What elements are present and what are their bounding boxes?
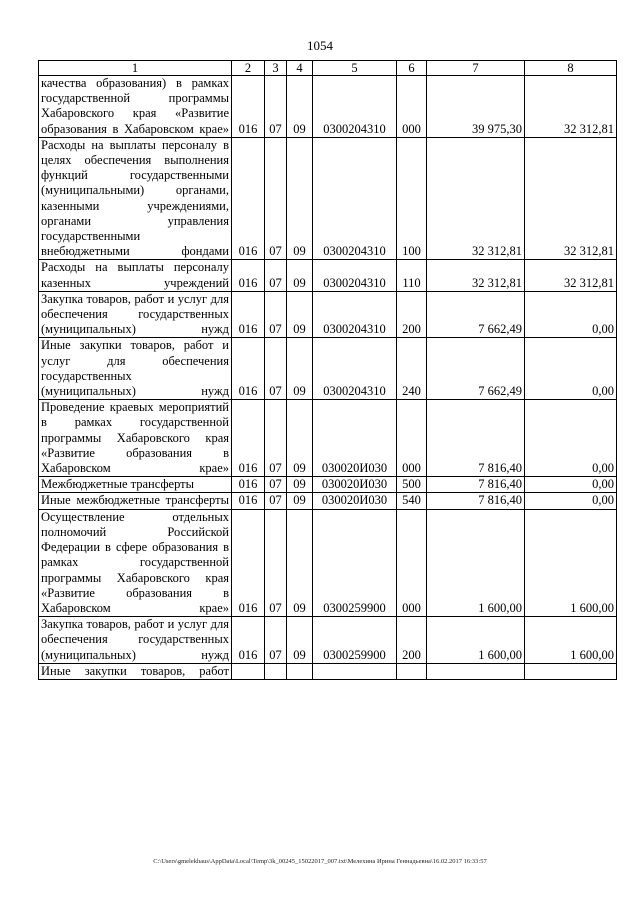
column-number: 7 [427,61,525,76]
cell-subsection: 09 [287,400,313,477]
cell-target-article: 0300204310 [313,137,397,260]
cell-amount-executed: 0,00 [525,291,617,338]
cell-amount-executed: 0,00 [525,493,617,509]
cell-ministry: 016 [232,617,265,664]
table-row [39,291,617,338]
table-row [39,477,617,493]
cell-ministry: 016 [232,509,265,616]
cell-amount-planned: 7 816,40 [427,493,525,509]
page-number: 1054 [307,38,333,53]
cell-amount-planned: 39 975,30 [427,76,525,138]
cell-expense-type: 100 [397,137,427,260]
cell-target-article: 030020И030 [313,400,397,477]
cell-ministry: 016 [232,477,265,493]
column-number: 3 [265,61,287,76]
row-name: Межбюджетные трансферты [39,477,232,493]
cell-expense-type: 110 [397,260,427,291]
cell-subsection: 09 [287,137,313,260]
cell-empty [397,663,427,679]
cell-amount-planned: 7 662,49 [427,338,525,400]
row-name: Закупка товаров, работ и услуг для обеспечения государственных (муниципальных) нужд [39,291,232,338]
row-name: Иные межбюджетные трансферты [39,493,232,509]
cell-ministry: 016 [232,291,265,338]
cell-subsection: 09 [287,617,313,664]
cell-amount-executed: 32 312,81 [525,76,617,138]
cell-section: 07 [265,338,287,400]
cell-empty [427,663,525,679]
cell-subsection: 09 [287,477,313,493]
cell-section: 07 [265,76,287,138]
cell-target-article: 0300259900 [313,509,397,616]
cell-target-article: 0300204310 [313,291,397,338]
cell-expense-type: 000 [397,400,427,477]
table-row [39,509,617,616]
cell-target-article: 030020И030 [313,477,397,493]
cell-amount-executed: 32 312,81 [525,260,617,291]
table-body [39,76,617,680]
table-row [39,493,617,509]
cell-expense-type: 000 [397,76,427,138]
cell-amount-executed: 0,00 [525,400,617,477]
cell-subsection: 09 [287,493,313,509]
cell-empty [287,663,313,679]
cell-section: 07 [265,260,287,291]
cell-subsection: 09 [287,260,313,291]
column-number: 1 [39,61,232,76]
cell-amount-executed: 1 600,00 [525,509,617,616]
row-name: Расходы на выплаты персоналу казенных учреждений [39,260,232,291]
table-row [39,260,617,291]
column-number-row [39,61,617,76]
cell-amount-planned: 7 662,49 [427,291,525,338]
table-row [39,137,617,260]
row-name: Закупка товаров, работ и услуг для обеспечения государственных (муниципальных) нужд [39,617,232,664]
cell-amount-executed: 32 312,81 [525,137,617,260]
cell-expense-type: 540 [397,493,427,509]
cell-ministry: 016 [232,137,265,260]
row-name: Иные закупки товаров, работ и услуг для обеспечения государственных (муниципальных) нужд [39,338,232,400]
cell-amount-planned: 32 312,81 [427,260,525,291]
table-header [39,61,617,76]
row-name: качества образования) в рамках государственной программы Хабаровского края «Развитие образования в Хабаровском крае» [39,76,232,138]
cell-section: 07 [265,291,287,338]
column-number: 6 [397,61,427,76]
cell-amount-planned: 1 600,00 [427,509,525,616]
table-row [39,338,617,400]
column-number: 5 [313,61,397,76]
cell-empty [232,663,265,679]
cell-subsection: 09 [287,76,313,138]
row-name: Проведение краевых мероприятий в рамках государственной программы Хабаровского края «Развитие образования в Хабаровском крае» [39,400,232,477]
cell-target-article: 0300204310 [313,76,397,138]
row-name: Осуществление отдельных полномочий Российской Федерации в сфере образования в рамках государственной программы Хабаровского края «Развитие образования в Хабаровском крае» [39,509,232,616]
table-row [39,400,617,477]
cell-expense-type: 240 [397,338,427,400]
cell-amount-planned: 1 600,00 [427,617,525,664]
cell-section: 07 [265,137,287,260]
cell-amount-executed: 0,00 [525,477,617,493]
document-footer-path: C:\Users\gmelekhaus\AppData\Local\Temp\3k_00245_15022017_007.txt\Мелехина Ирина Геннадьевна\16.02.2017 16:33:57 [153,858,487,865]
cell-target-article: 0300259900 [313,617,397,664]
cell-expense-type: 500 [397,477,427,493]
cell-subsection: 09 [287,338,313,400]
cell-empty [313,663,397,679]
cell-ministry: 016 [232,338,265,400]
cell-expense-type: 200 [397,291,427,338]
cell-amount-planned: 7 816,40 [427,400,525,477]
cell-ministry: 016 [232,400,265,477]
cell-expense-type: 000 [397,509,427,616]
cell-amount-executed: 0,00 [525,338,617,400]
cell-amount-executed: 1 600,00 [525,617,617,664]
cell-ministry: 016 [232,260,265,291]
budget-table [38,60,617,680]
cell-target-article: 0300204310 [313,260,397,291]
cell-expense-type: 200 [397,617,427,664]
cell-section: 07 [265,400,287,477]
column-number: 8 [525,61,617,76]
column-number: 4 [287,61,313,76]
cell-ministry: 016 [232,76,265,138]
table-row [39,617,617,664]
table-row-partial [39,663,617,679]
column-number: 2 [232,61,265,76]
cell-subsection: 09 [287,291,313,338]
row-name: Иные закупки товаров, работ [39,663,232,679]
cell-target-article: 0300204310 [313,338,397,400]
cell-empty [525,663,617,679]
cell-amount-planned: 32 312,81 [427,137,525,260]
cell-amount-planned: 7 816,40 [427,477,525,493]
cell-target-article: 030020И030 [313,493,397,509]
cell-ministry: 016 [232,493,265,509]
cell-section: 07 [265,477,287,493]
cell-section: 07 [265,617,287,664]
cell-empty [265,663,287,679]
cell-subsection: 09 [287,509,313,616]
table-row [39,76,617,138]
cell-section: 07 [265,509,287,616]
cell-section: 07 [265,493,287,509]
row-name: Расходы на выплаты персоналу в целях обеспечения выполнения функций государственными (муниципальными) органами, казенными учреждениями, органами управления государственными внебюджетными фондами [39,137,232,260]
